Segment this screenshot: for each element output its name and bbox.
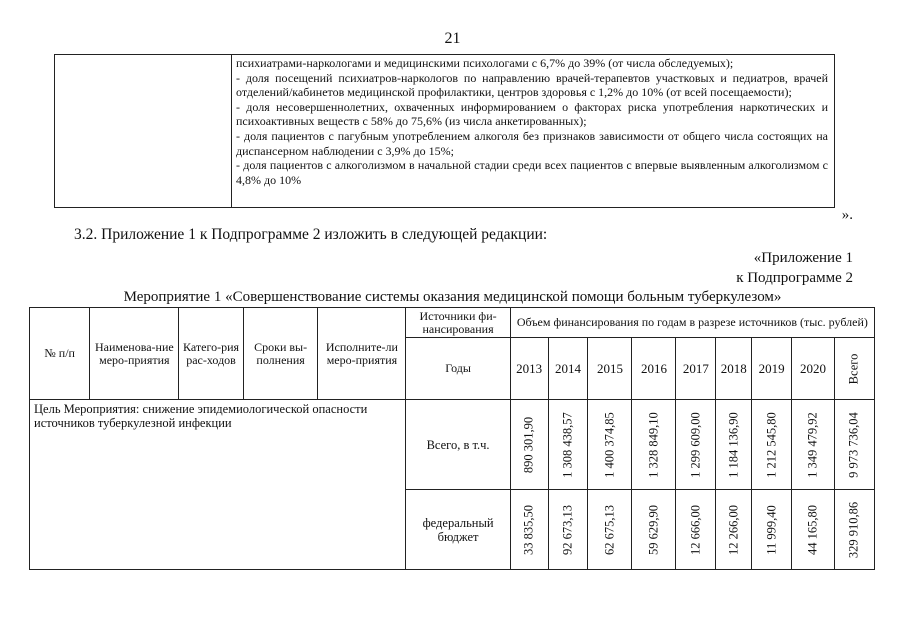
value-federal-all: 329 910,86 [846, 501, 861, 558]
value-total-2013: 890 301,90 [521, 416, 536, 473]
continuation-empty-cell [55, 55, 232, 207]
source-total: Всего, в т.ч. [406, 400, 510, 490]
goal-cell: Цель Мероприятия: снижение эпидемиологической опасности источников туберкулезной инфекции [30, 400, 406, 570]
value-cell [548, 400, 588, 490]
continuation-text [236, 56, 828, 187]
value-cell [510, 400, 548, 490]
amendment-paragraph: 3.2. Приложение 1 к Подпрограмме 2 изложить в следующей редакции: [74, 226, 548, 243]
continuation-line: - доля несовершеннолетних, охваченных информированием о факторах риска употребления наркотических и психоактивных веществ с 58% до 75,6% (из числа анкетированных); [236, 99, 828, 129]
value-cell [792, 490, 835, 570]
year-2019: 2019 [752, 338, 792, 400]
financing-table [29, 307, 875, 570]
value-cell [588, 400, 632, 490]
header-sources: Источники фи-нансирования [406, 308, 510, 338]
year-2013: 2013 [510, 338, 548, 400]
source-federal: федеральный бюджет [406, 490, 510, 570]
value-total-2020: 1 349 479,92 [805, 411, 820, 478]
value-total-2014: 1 308 438,57 [560, 411, 575, 478]
value-cell [834, 400, 874, 490]
appendix-heading: «Приложение 1 [753, 250, 853, 266]
continuation-line: психиатрами-наркологами и медицинскими психологами с 6,7% до 39% (от числа обследуемых); [236, 56, 734, 70]
value-cell [676, 490, 716, 570]
value-federal-2015: 62 675,13 [602, 504, 617, 555]
header-years: Годы [406, 338, 510, 400]
value-cell [632, 400, 676, 490]
value-total-2019: 1 212 545,80 [764, 411, 779, 478]
value-total-2015: 1 400 374,85 [602, 411, 617, 478]
value-cell [548, 490, 588, 570]
value-total-2017: 1 299 609,00 [688, 411, 703, 478]
value-total-2016: 1 328 849,10 [646, 411, 661, 478]
value-cell [632, 490, 676, 570]
year-2015: 2015 [588, 338, 632, 400]
year-2020: 2020 [792, 338, 835, 400]
header-num: № п/п [30, 308, 90, 400]
header-total: Всего [846, 353, 861, 384]
value-total-2018: 1 184 136,90 [726, 411, 741, 478]
value-cell [676, 400, 716, 490]
header-total-cell [834, 338, 874, 400]
value-federal-2018: 12 266,00 [726, 504, 741, 555]
year-2018: 2018 [716, 338, 752, 400]
value-cell [510, 490, 548, 570]
continuation-line: - доля пациентов с пагубным употреблением алкоголя без признаков зависимости от общего числа состоящих на диспансерном наблюдении с 3,9% до 15%; [236, 128, 828, 158]
year-2017: 2017 [676, 338, 716, 400]
header-name: Наименова-ние меро-приятия [90, 308, 179, 400]
table-title: Мероприятие 1 «Совершенствование системы оказания медицинской помощи больным туберкулезом» [123, 289, 782, 305]
value-cell [792, 400, 835, 490]
value-federal-2016: 59 629,90 [646, 504, 661, 555]
value-cell [752, 490, 792, 570]
header-category: Катего-рия рас-ходов [179, 308, 243, 400]
header-volume: Объем финансирования по годам в разрезе источников (тыс. рублей) [510, 308, 874, 338]
continuation-line: - доля посещений психиатров-наркологов по направлению врачей-терапевтов участковых и педиатров, врачей отделений/кабинетов медицинской профилактики, центров здоровья с 1,2% до 10% (от всей посещаемости); [236, 70, 828, 100]
value-total-all: 9 973 736,04 [846, 411, 861, 478]
year-2014: 2014 [548, 338, 588, 400]
value-federal-2013: 33 835,50 [521, 504, 536, 555]
header-executor: Исполните-ли меро-приятия [318, 308, 406, 400]
value-cell [716, 490, 752, 570]
header-terms: Сроки вы-полнения [243, 308, 318, 400]
page-number: 21 [444, 30, 461, 47]
value-cell [716, 400, 752, 490]
year-2016: 2016 [632, 338, 676, 400]
appendix-subheading: к Подпрограмме 2 [736, 270, 853, 286]
value-cell [752, 400, 792, 490]
value-federal-2019: 11 999,40 [764, 504, 779, 555]
value-federal-2014: 92 673,13 [560, 504, 575, 555]
value-federal-2020: 44 165,80 [805, 504, 820, 555]
value-cell [588, 490, 632, 570]
continuation-table [54, 54, 835, 208]
value-federal-2017: 12 666,00 [688, 504, 703, 555]
continuation-line: - доля пациентов с алкоголизмом в начальной стадии среди всех пациентов с впервые выявленным алкоголизмом с 4,8% до 10% [236, 158, 828, 187]
closing-quote: ». [841, 207, 853, 223]
value-cell [834, 490, 874, 570]
